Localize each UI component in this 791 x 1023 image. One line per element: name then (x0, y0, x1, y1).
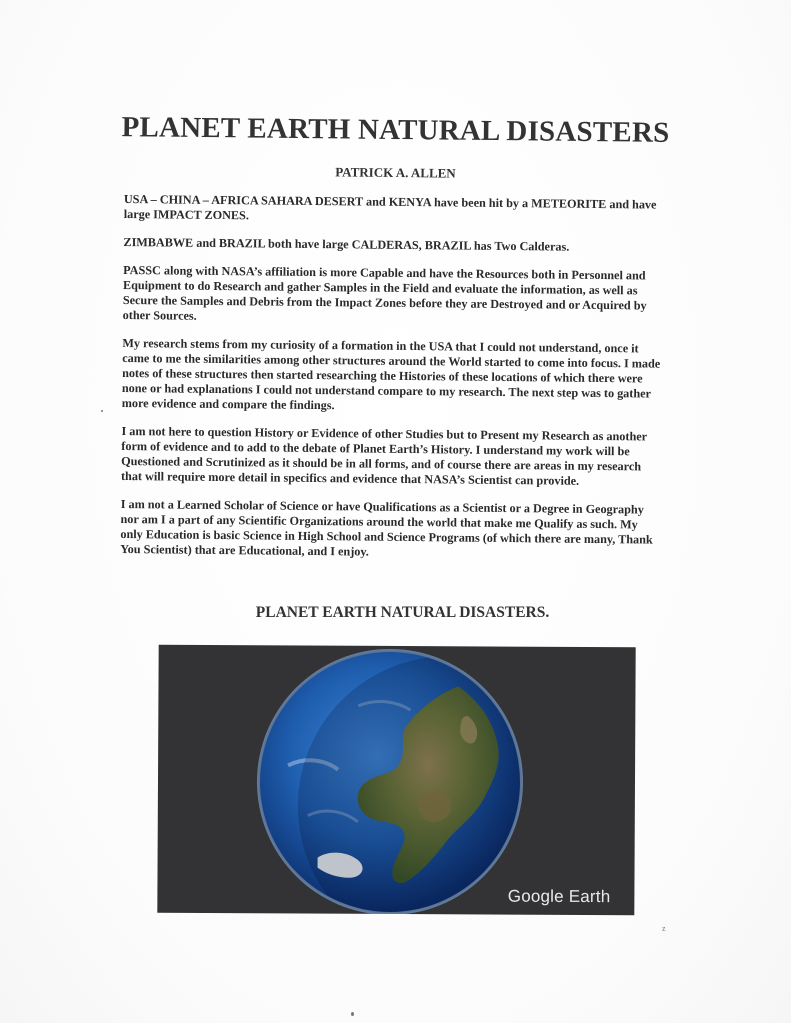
paragraph-purpose: I am not here to question History or Evidence of other Studies but to Present my Research as another form of evidence and to add to the debate of Planet Earth’s History. I understand my work will be Questioned and Scrutinized as it should be in all forms, and of course there are areas in my research that will require more detail in specifics and evidence that NASA’s Scientist can provide. (120, 423, 647, 488)
body-text (120, 192, 664, 576)
paragraph-impact-zones: USA – CHINA – AFRICA SAHARA DESERT and KENYA have been hit by a METEORITE and have large IMPACT ZONES. (123, 192, 657, 223)
paragraph-qualifications: I am not a Learned Scholar of Science or have Qualifications as a Scientist or a Degree in Geography nor am I a part of any Scientific Organizations around the world that make me Qualify as such. My only Education is basic Science in High School and Science Programs (of which there are many, Thank You Scientist) that are Educational, and I enjoy. (120, 496, 653, 559)
earth-image (157, 645, 635, 915)
google-earth-watermark: Google Earth (507, 886, 611, 907)
page-mark: z (662, 924, 666, 933)
paragraph-passc-nasa: PASSC along with NASA’s affiliation is more Capable and have the Resources both in Personnel and Equipment to do Research and gather Samples in the Field and evaluate the information, as well as Secure the Samples and Debris from the Impact Zones before they are Destroyed and or Acquired by other Sources. (122, 262, 647, 323)
paragraph-research-origin: My research stems from my curiosity of a formation in the USA that I could not understand, once it came to me the similarities among other structures around the World started to come into focus. I made notes of these structures then started researching the Histories of these locations of which there were none or had explanations I could not understand compare to my research. The next step was to gather more evidence and compare the findings. (121, 335, 661, 413)
document-title: PLANET EARTH NATURAL DISASTERS (121, 111, 670, 149)
globe-graphic (157, 645, 635, 915)
scan-speck (351, 1012, 354, 1016)
paragraph-calderas: ZIMBABWE and BRAZIL both have large CALDERAS, BRAZIL has Two Calderas. (123, 234, 570, 254)
figure-caption: PLANET EARTH NATURAL DISASTERS. (255, 604, 550, 621)
scan-speck (101, 410, 103, 412)
author-name: PATRICK A. ALLEN (335, 164, 456, 181)
